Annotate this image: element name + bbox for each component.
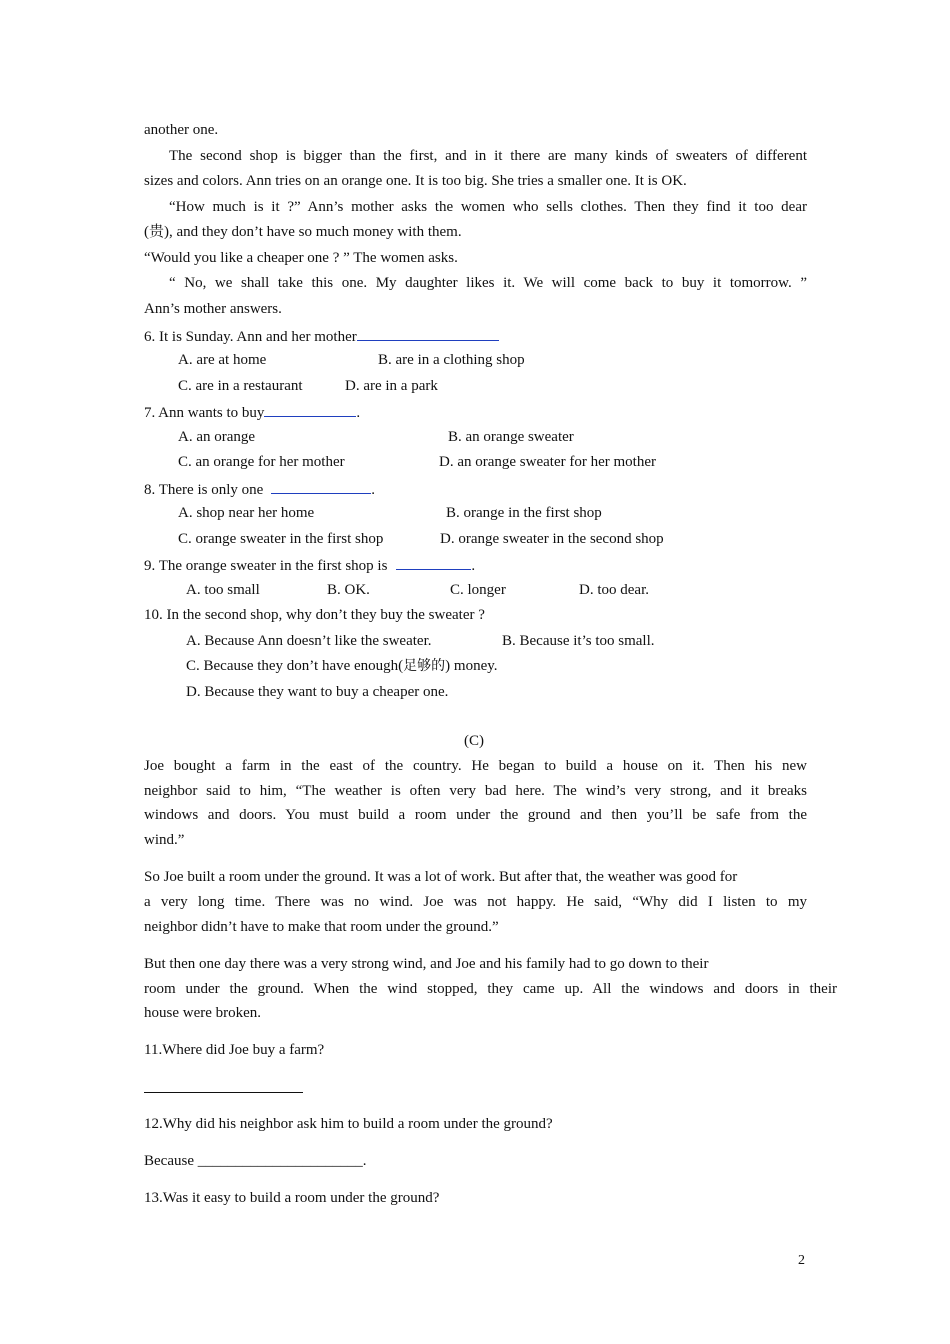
- page-number: 2: [798, 1253, 805, 1268]
- option-d: D. an orange sweater for her mother: [439, 454, 656, 470]
- passage-line: The second shop is bigger than the first, and in it there are many kinds of sweaters of different: [169, 148, 807, 164]
- answer-blank[interactable]: [264, 404, 356, 417]
- passage-line: “How much is it ?” Ann’s mother asks the women who sells clothes. Then they find it too dear: [169, 199, 807, 215]
- option-c: C. an orange for her mother: [178, 454, 345, 470]
- passage-line: sizes and colors. Ann tries on an orange one. It is too big. She tries a smaller one. It is OK.: [144, 173, 687, 189]
- passage-line: “ No, we shall take this one. My daughter likes it. We will come back to buy it tomorrow. ”: [169, 275, 807, 291]
- option-b: B. Because it’s too small.: [502, 633, 655, 649]
- passage-line: Ann’s mother answers.: [144, 301, 282, 317]
- question-12: 12.Why did his neighbor ask him to build a room under the ground?: [144, 1116, 553, 1132]
- question-8: 8. There is only one .: [144, 482, 376, 498]
- answer-blank[interactable]: [396, 557, 471, 570]
- passage-line: a very long time. There was no wind. Joe was not happy. He said, “Why did I listen to my: [144, 894, 807, 910]
- question-11: 11.Where did Joe buy a farm?: [144, 1042, 325, 1058]
- passage-line: But then one day there was a very strong wind, and Joe and his family had to go down to their: [144, 956, 709, 972]
- option-a: A. too small: [186, 582, 260, 598]
- option-b: B. orange in the first shop: [446, 505, 602, 521]
- option-a: A. an orange: [178, 429, 256, 445]
- question-6: [144, 328, 499, 345]
- option-a: A. shop near her home: [178, 505, 315, 521]
- question-stem: 9. The orange sweater in the first shop is: [144, 558, 388, 574]
- option-a: A. are at home: [178, 352, 267, 368]
- question-9: 9. The orange sweater in the first shop is .: [144, 558, 476, 574]
- passage-line: wind.”: [144, 832, 185, 848]
- question-stem: 7. Ann wants to buy: [144, 405, 265, 421]
- option-b: B. are in a clothing shop: [378, 352, 525, 368]
- passage-line: (贵), and they don’t have so much money with them.: [144, 224, 462, 240]
- answer-blank[interactable]: [271, 481, 371, 494]
- passage-line: neighbor said to him, “The weather is often very bad here. The wind’s very strong, and it breaks: [144, 783, 807, 799]
- option-d: D. too dear.: [579, 582, 649, 598]
- option-a: A. Because Ann doesn’t like the sweater.: [186, 633, 432, 649]
- question-stem: 6. It is Sunday. Ann and her mother: [144, 329, 357, 345]
- passage-line: “Would you like a cheaper one ? ” The women asks.: [144, 250, 458, 266]
- question-stem: 8. There is only one: [144, 482, 264, 498]
- option-d: D. orange sweater in the second shop: [440, 531, 664, 547]
- option-d: D. Because they want to buy a cheaper one.: [186, 684, 449, 700]
- answer-blank[interactable]: [357, 328, 499, 341]
- option-c: C. Because they don’t have enough(足够的) money.: [186, 658, 498, 674]
- option-c: C. orange sweater in the first shop: [178, 531, 384, 547]
- option-b: B. an orange sweater: [448, 429, 574, 445]
- question-10: 10. In the second shop, why don’t they buy the sweater ?: [144, 607, 485, 623]
- section-heading: (C): [464, 733, 484, 749]
- question-7: 7. Ann wants to buy .: [144, 405, 361, 421]
- option-d: D. are in a park: [345, 378, 438, 394]
- passage-line: So Joe built a room under the ground. It was a lot of work. But after that, the weather was good for: [144, 869, 738, 885]
- answer-line[interactable]: [144, 1092, 303, 1093]
- option-c: C. longer: [450, 582, 506, 598]
- passage-line: windows and doors. You must build a room under the ground and then you’ll be safe from the: [144, 807, 807, 823]
- passage-line: room under the ground. When the wind stopped, they came up. All the windows and doors in their: [144, 981, 837, 997]
- question-12-answer[interactable]: Because ______________________.: [144, 1153, 367, 1169]
- option-b: B. OK.: [327, 582, 370, 598]
- question-13: 13.Was it easy to build a room under the ground?: [144, 1190, 440, 1206]
- passage-line: another one.: [144, 122, 219, 138]
- option-c: C. are in a restaurant: [178, 378, 303, 394]
- passage-line: house were broken.: [144, 1005, 262, 1021]
- passage-line: Joe bought a farm in the east of the country. He began to build a house on it. Then his new: [144, 758, 807, 774]
- passage-line: neighbor didn’t have to make that room under the ground.”: [144, 919, 499, 935]
